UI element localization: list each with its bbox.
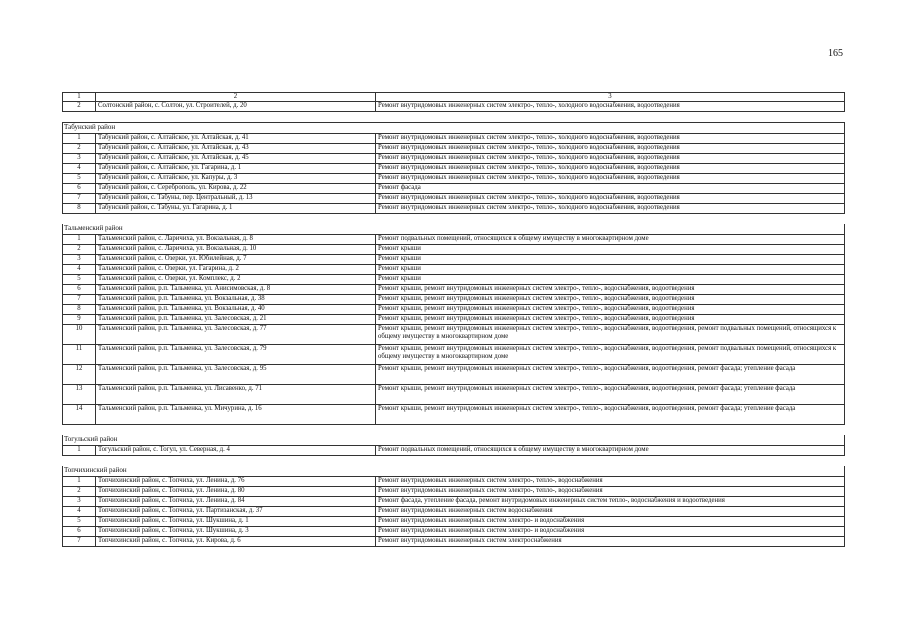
row-work: Ремонт внутридомовых инженерных систем электро-, тепло-, водоснабжения [376,477,845,487]
row-address: Тальменский район, р.п. Тальменка, ул. Залесовская, д. 79 [96,345,376,365]
row-work: Ремонт фасада [376,184,845,194]
row-address: Табунский район, с. Сереброполь, ул. Кирова, д. 22 [96,184,376,194]
table-row [63,365,845,385]
table-row [63,235,845,245]
row-work: Ремонт крыши, ремонт внутридомовых инженерных систем электро-, тепло-, водоснабжения, водоотведения, ремонт подвальных помещений, относящихся к общему имуществу в многоквартирном доме [376,345,845,365]
row-work: Ремонт внутридомовых инженерных систем электро-, тепло-, холодного водоснабжения, водоотведения [376,144,845,154]
row-address: Тальменский район, р.п. Тальменка, ул. Мичурина, д. 16 [96,405,376,425]
row-work: Ремонт внутридомовых инженерных систем электро-, тепло-, водоснабжения [376,487,845,497]
row-number: 6 [63,527,96,537]
table-row [63,487,845,497]
row-address: Топчихинский район, с. Топчиха, ул. Партизанская, д. 37 [96,507,376,517]
row-address: Табунский район, с. Алтайское, ул. Алтайская, д. 45 [96,154,376,164]
table-row [63,325,845,345]
repair-table [62,92,845,547]
row-number: 4 [63,164,96,174]
row-work: Ремонт внутридомовых инженерных систем электро-, тепло-, холодного водоснабжения, водоотведения [376,204,845,214]
row-number: 1 [63,134,96,144]
section-title: Топчихинский район [63,466,845,477]
row-number: 5 [63,275,96,285]
row-number: 8 [63,204,96,214]
row-work: Ремонт крыши, ремонт внутридомовых инженерных систем электро-, тепло-, водоснабжения, водоотведения, ремонт фасада; утепление фасада [376,365,845,385]
row-address: Тальменский район, р.п. Тальменка, ул. Лисавенко, д. 71 [96,385,376,405]
row-address: Топчихинский район, с. Топчиха, ул. Ленина, д. 76 [96,477,376,487]
table-row [63,275,845,285]
table-row [63,507,845,517]
table-row [63,174,845,184]
table-row [63,285,845,295]
row-address: Топчихинский район, с. Топчиха, ул. Ленина, д. 80 [96,487,376,497]
table-row [63,405,845,425]
row-number: 14 [63,405,96,425]
row-address: Табунский район, с. Алтайское, ул. Алтайская, д. 41 [96,134,376,144]
table-row [63,164,845,174]
row-work: Ремонт крыши [376,275,845,285]
table-row [63,255,845,265]
table-row [63,497,845,507]
row-work: Ремонт внутридомовых инженерных систем электро- и водоснабжения [376,517,845,527]
row-number: 11 [63,345,96,365]
spacer-cell [63,425,845,436]
section-heading [63,435,845,446]
row-work: Ремонт крыши [376,245,845,255]
section-spacer [63,425,845,436]
row-number: 1 [63,477,96,487]
row-number: 7 [63,295,96,305]
row-address: Тальменский район, с. Озерки, ул. Гагарина, д. 2 [96,265,376,275]
row-work: Ремонт подвальных помещений, относящихся к общему имуществу в многоквартирном доме [376,446,845,456]
table-row [63,385,845,405]
row-address: Табунский район, с. Алтайское, ул. Гагарина, д. 1 [96,164,376,174]
row-work: Ремонт крыши, ремонт внутридомовых инженерных систем электро-, тепло-, водоснабжения, водоотведения [376,295,845,305]
row-number: 6 [63,285,96,295]
row-address: Табунский район, с. Алтайское, ул. Капуры, д. 3 [96,174,376,184]
row-work: Ремонт крыши, ремонт внутридомовых инженерных систем электро-, тепло-, водоснабжения, водоотведения, ремонт подвальных помещений, относящихся к общему имуществу в многоквартирном доме [376,325,845,345]
row-address: Тальменский район, с. Озерки, ул. Комплекс, д. 2 [96,275,376,285]
table-row [63,204,845,214]
row-number: 9 [63,315,96,325]
row-work: Ремонт крыши, ремонт внутридомовых инженерных систем электро-, тепло-, водоснабжения, водоотведения [376,315,845,325]
row-work: Ремонт крыши, ремонт внутридомовых инженерных систем электро-, тепло-, водоснабжения, водоотведения, ремонт фасада; утепление фасада [376,405,845,425]
row-number: 4 [63,507,96,517]
row-work: Ремонт крыши [376,265,845,275]
row-work: Ремонт крыши, ремонт внутридомовых инженерных систем электро-, тепло-, водоснабжения, водоотведения [376,305,845,315]
section-spacer [63,112,845,123]
row-address: Табунский район, с. Алтайское, ул. Алтайская, д. 43 [96,144,376,154]
row-number: 4 [63,265,96,275]
row-work: Ремонт крыши [376,255,845,265]
page-number: 165 [828,48,843,59]
table-row [63,154,845,164]
table-row [63,184,845,194]
row-address: Тальменский район, р.п. Тальменка, ул. Вокзальная, д. 38 [96,295,376,305]
row-number: 3 [63,497,96,507]
row-number: 1 [63,446,96,456]
row-address: Тальменский район, р.п. Тальменка, ул. Залесовская, д. 95 [96,365,376,385]
header-col-2: 2 [96,93,376,102]
row-work: Ремонт внутридомовых инженерных систем электро- и водоснабжения [376,527,845,537]
table-row [63,345,845,365]
table-row [63,295,845,305]
table-row [63,477,845,487]
table-row [63,144,845,154]
row-number: 8 [63,305,96,315]
row-address: Табунский район, с. Табуны, ул. Гагарина, д. 1 [96,204,376,214]
repair-table-body [63,93,845,547]
spacer-cell [63,456,845,467]
row-number: 12 [63,365,96,385]
header-row [63,93,845,102]
section-heading [63,466,845,477]
row-address: Тальменский район, р.п. Тальменка, ул. Залесовская, д. 21 [96,315,376,325]
row-work: Ремонт внутридомовых инженерных систем водоснабжения [376,507,845,517]
row-work: Ремонт подвальных помещений, относящихся к общему имуществу в многоквартирном доме [376,235,845,245]
spacer-cell [63,214,845,225]
row-work: Ремонт крыши, ремонт внутридомовых инженерных систем электро-, тепло-, водоснабжения, водоотведения [376,285,845,295]
row-number: 2 [63,144,96,154]
row-address: Топчихинский район, с. Топчиха, ул. Шукшина, д. 3 [96,527,376,537]
header-col-3: 3 [376,93,845,102]
row-address: Табунский район, с. Табуны, пер. Центральный, д. 13 [96,194,376,204]
header-col-1: 1 [63,93,96,102]
table-row [63,537,845,547]
row-number: 2 [63,245,96,255]
row-work: Ремонт внутридомовых инженерных систем электро-, тепло-, холодного водоснабжения, водоотведения [376,102,845,112]
table-row [63,194,845,204]
row-address: Тальменский район, с. Ларичиха, ул. Вокзальная, д. 8 [96,235,376,245]
row-work: Ремонт внутридомовых инженерных систем электро-, тепло-, холодного водоснабжения, водоотведения [376,174,845,184]
row-address: Тальменский район, р.п. Тальменка, ул. Вокзальная, д. 40 [96,305,376,315]
row-number: 1 [63,235,96,245]
row-work: Ремонт внутридомовых инженерных систем электро-, тепло-, холодного водоснабжения, водоотведения [376,154,845,164]
table-row [63,102,845,112]
table-row [63,527,845,537]
row-work: Ремонт внутридомовых инженерных систем электро-, тепло-, холодного водоснабжения, водоотведения [376,194,845,204]
row-address: Тальменский район, р.п. Тальменка, ул. Анисимовская, д. 8 [96,285,376,295]
row-number: 10 [63,325,96,345]
row-address: Тогульский район, с. Тогул, ул. Северная, д. 4 [96,446,376,456]
row-work: Ремонт крыши, ремонт внутридомовых инженерных систем электро-, тепло-, водоснабжения, водоотведения, ремонт фасада; утепление фасада [376,385,845,405]
row-work: Ремонт фасада, утепление фасада, ремонт внутридомовых инженерных систем тепло-, водоснабжения и водоотведения [376,497,845,507]
row-number: 5 [63,517,96,527]
table-row [63,265,845,275]
row-number: 5 [63,174,96,184]
row-work: Ремонт внутридомовых инженерных систем электроснабжения [376,537,845,547]
section-title: Табунский район [63,123,845,134]
table-row [63,517,845,527]
section-title: Тогульский район [63,435,845,446]
row-number: 6 [63,184,96,194]
section-spacer [63,214,845,225]
spacer-cell [63,112,845,123]
table-row [63,315,845,325]
row-address: Тальменский район, с. Озерки, ул. Юбилейная, д. 7 [96,255,376,265]
row-work: Ремонт внутридомовых инженерных систем электро-, тепло-, холодного водоснабжения, водоотведения [376,134,845,144]
row-number: 7 [63,537,96,547]
row-address: Топчихинский район, с. Топчиха, ул. Ленина, д. 84 [96,497,376,507]
row-work: Ремонт внутридомовых инженерных систем электро-, тепло-, холодного водоснабжения, водоотведения [376,164,845,174]
section-heading [63,224,845,235]
row-number: 13 [63,385,96,405]
table-row [63,245,845,255]
row-address: Солтонский район, с. Солтон, ул. Строителей, д. 20 [96,102,376,112]
row-number: 2 [63,487,96,497]
section-heading [63,123,845,134]
row-address: Топчихинский район, с. Топчиха, ул. Кирова, д. 6 [96,537,376,547]
table-row [63,446,845,456]
section-title: Тальменский район [63,224,845,235]
row-address: Топчихинский район, с. Топчиха, ул. Шукшина, д. 1 [96,517,376,527]
table-row [63,134,845,144]
row-number: 7 [63,194,96,204]
row-number: 2 [63,102,96,112]
section-spacer [63,456,845,467]
row-number: 3 [63,154,96,164]
table-row [63,305,845,315]
row-number: 3 [63,255,96,265]
row-address: Тальменский район, с. Ларичиха, ул. Вокзальная, д. 10 [96,245,376,255]
row-address: Тальменский район, р.п. Тальменка, ул. Залесовская, д. 77 [96,325,376,345]
